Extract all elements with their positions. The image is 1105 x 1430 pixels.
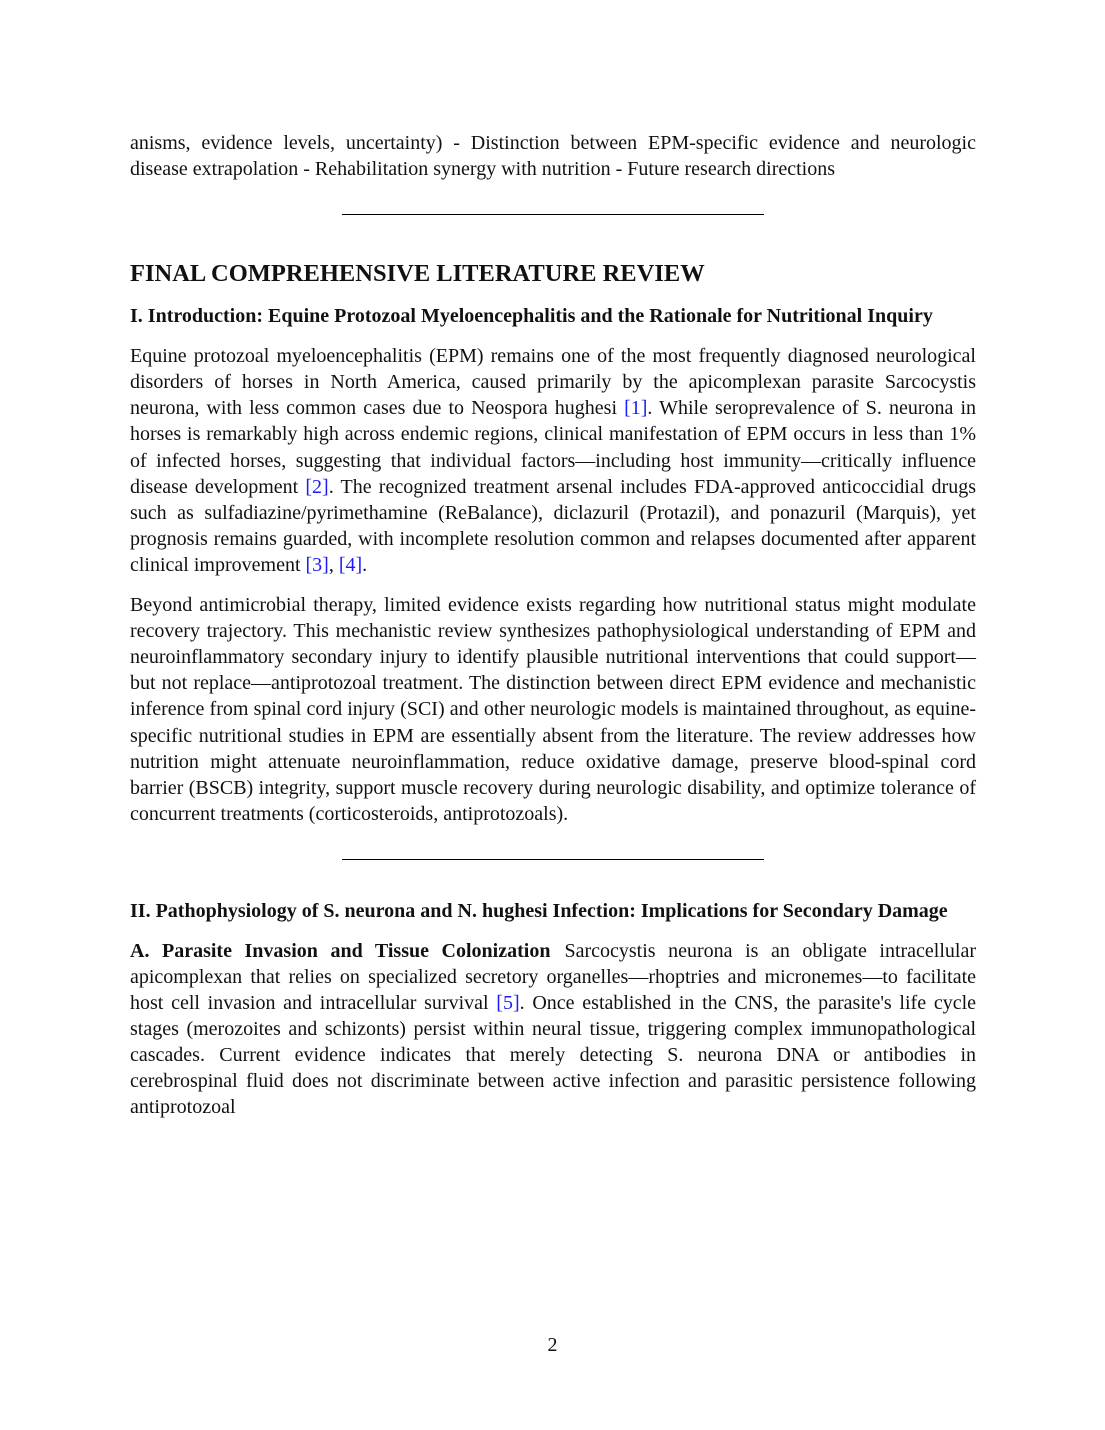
text-run: . Once established in the CNS, the parasite's life cycle stages (merozoites and schizonts) persist within neural tissue, triggering complex immunopathological cascades. Current evidence indicates that merely detecting S. neurona DNA or antibodies in cerebrospinal fluid does not discriminate between active infection and parasitic persistence following antiprotozoal [130, 992, 977, 1119]
section-1-paragraph-2: Beyond antimicrobial therapy, limited evidence exists regarding how nutritional status might modulate recovery trajectory. This mechanistic review synthesizes pathophysiological understanding of EPM and neuroinflammatory secondary injury to identify plausible nutritional interventions that could support—but not replace—antiprotozoal treatment. The distinction between direct EPM evidence and mechanistic inference from spinal cord injury (SCI) and other neurologic models is maintained throughout, as equine-specific nutritional studies in EPM are essentially absent from the literature. The review addresses how nutrition might attenuate neuroinflammation, reduce oxidative damage, preserve blood-spinal cord barrier (BSCB) integrity, support muscle recovery during neurologic disability, and optimize tolerance of concurrent treatments (corticosteroids, antiprotozoals). [130, 594, 976, 825]
section-divider [342, 214, 764, 215]
section-1-paragraph-1 [130, 343, 976, 578]
subsection-a-paragraph [130, 938, 976, 1121]
section-divider [342, 859, 764, 860]
section-1-heading: I. Introduction: Equine Protozoal Myeloencephalitis and the Rationale for Nutritional Inquiry [130, 305, 933, 328]
citation-separator: , [328, 553, 339, 576]
page-number: 2 [547, 1334, 558, 1356]
text-run: . While seroprevalence of S. neurona in horses is remarkably high across endemic regions, clinical manifestation of EPM occurs in less than 1% of infected horses, suggesting that individual factors—including host immunity—critically influence disease development [130, 397, 977, 498]
text-run: Equine protozoal myeloencephalitis (EPM) remains one of the most frequently diagnosed neurological disorders of horses in North America, caused primarily by the apicomplexan parasite Sarcocystis neurona, with less common cases due to Neospora hughesi [130, 345, 976, 420]
text-run: . [362, 553, 368, 576]
text-run: . The recognized treatment arsenal includes FDA-approved anticoccidial drugs such as sulfadiazine/pyrimethamine (ReBalance), diclazuril (Protazil), and ponazuril (Marquis), yet prognosis remains guarded, with incomplete resolution common and relapses documented after apparent clinical improvement [130, 475, 976, 576]
citation-link-2[interactable]: [2] [305, 475, 329, 498]
intro-fragment-paragraph: anisms, evidence levels, uncertainty) - Distinction between EPM-specific evidence and neurologic disease extrapolation - Rehabilitation synergy with nutrition - Future research directions [130, 132, 976, 181]
text-run: Sarcocystis neurona is an obligate intracellular apicomplexan that relies on specialized secretory organelles—rhoptries and micronemes—to facilitate host cell invasion and intracellular survival [130, 939, 976, 1015]
document-page [130, 130, 976, 1121]
document-title: FINAL COMPREHENSIVE LITERATURE REVIEW [130, 260, 705, 288]
citation-link-3[interactable]: [3] [305, 553, 329, 576]
citation-link-5[interactable]: [5] [496, 992, 520, 1015]
citation-link-4[interactable]: [4] [338, 553, 363, 576]
section-2-heading: II. Pathophysiology of S. neurona and N. hughesi Infection: Implications for Secondary Damage [130, 899, 948, 922]
subsection-a-heading: A. Parasite Invasion and Tissue Colonization [130, 939, 551, 962]
citation-link-1[interactable]: [1] [624, 397, 648, 420]
